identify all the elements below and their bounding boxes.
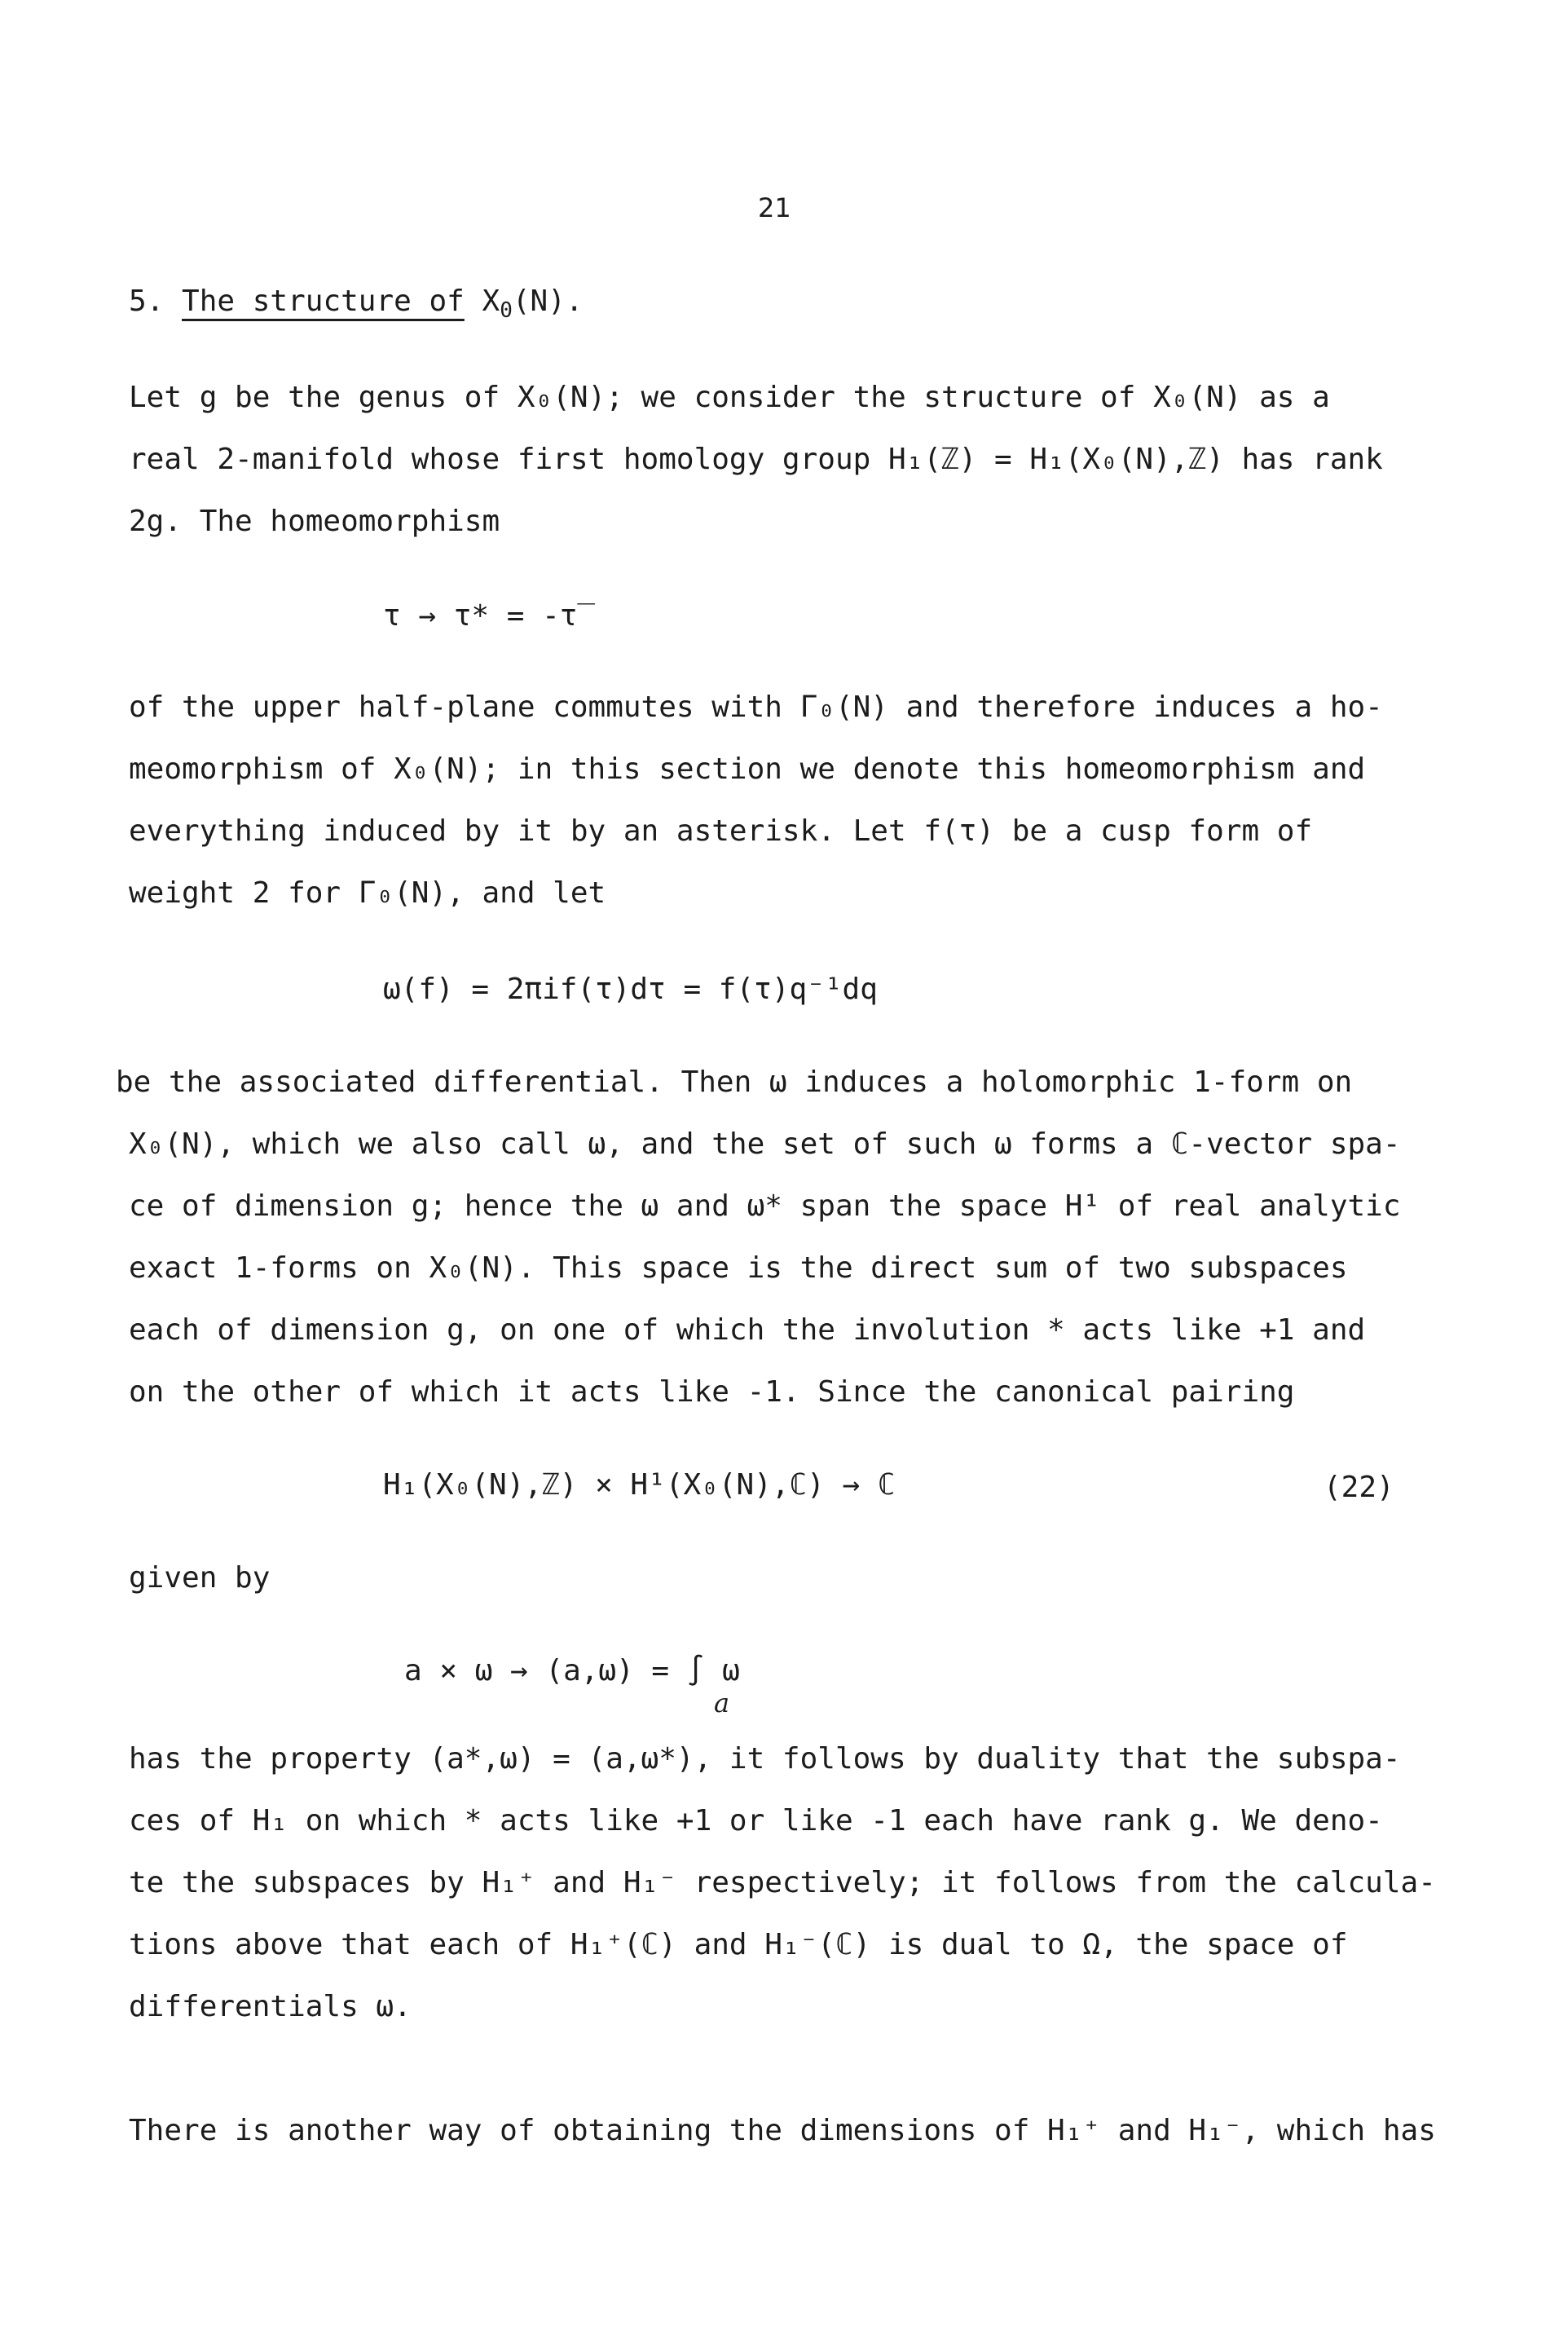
equation-pairing: H₁(X₀(N),ℤ) × H¹(X₀(N),ℂ) → ℂ bbox=[383, 1468, 896, 1502]
section-title-symbol: X bbox=[482, 285, 500, 318]
paragraph-2-line-3: everything induced by it by an asterisk. Let f(τ) be a cusp form of bbox=[129, 814, 1313, 848]
equation-number-22: (22) bbox=[1324, 1471, 1394, 1504]
paragraph-2-line-2: meomorphism of X₀(N); in this section we denote this homeomorphism and bbox=[129, 752, 1366, 786]
paragraph-3-line-3: ce of dimension g; hence the ω and ω* span the space H¹ of real analytic bbox=[129, 1189, 1401, 1223]
paragraph-3-line-5: each of dimension g, on one of which the involution * acts like +1 and bbox=[129, 1313, 1366, 1347]
paragraph-1-line-2: real 2-manifold whose first homology group H₁(ℤ) = H₁(X₀(N),ℤ) has rank bbox=[129, 443, 1383, 476]
equation-integral: a × ω → (a,ω) = ∫ ω bbox=[404, 1654, 740, 1688]
section-title-underlined: The structure of bbox=[182, 285, 465, 318]
paragraph-4-line-5: differentials ω. bbox=[129, 1990, 412, 2023]
paragraph-4-line-1: has the property (a*,ω) = (a,ω*), it follows by duality that the subspa- bbox=[129, 1742, 1401, 1776]
section-title-subscript: 0 bbox=[500, 298, 513, 324]
paragraph-1-line-1: Let g be the genus of X₀(N); we consider the structure of X₀(N) as a bbox=[129, 381, 1330, 414]
paragraph-3-line-2: X₀(N), which we also call ω, and the set of such ω forms a ℂ-vector spa- bbox=[129, 1127, 1401, 1161]
section-title-tail: (N). bbox=[512, 285, 584, 318]
paragraph-2-line-4: weight 2 for Γ₀(N), and let bbox=[129, 876, 606, 910]
given-by-text: given by bbox=[129, 1561, 271, 1595]
paragraph-2-line-1: of the upper half-plane commutes with Γ₀(N) and therefore induces a ho- bbox=[129, 690, 1383, 724]
paragraph-4-line-3: te the subspaces by H₁⁺ and H₁⁻ respectively; it follows from the calcula- bbox=[129, 1866, 1436, 1899]
page-number: 21 bbox=[758, 192, 791, 223]
paragraph-5-line-1: There is another way of obtaining the dimensions of H₁⁺ and H₁⁻, which has bbox=[129, 2114, 1436, 2147]
paragraph-3-line-1: be the associated differential. Then ω induces a holomorphic 1-form on bbox=[116, 1065, 1353, 1099]
paragraph-4-line-4: tions above that each of H₁⁺(ℂ) and H₁⁻(ℂ) is dual to Ω, the space of bbox=[129, 1928, 1348, 1961]
paragraph-3-line-6: on the other of which it acts like -1. Since the canonical pairing bbox=[129, 1375, 1295, 1409]
paragraph-3-line-4: exact 1-forms on X₀(N). This space is the direct sum of two subspaces bbox=[129, 1251, 1348, 1285]
equation-omega: ω(f) = 2πif(τ)dτ = f(τ)q⁻¹dq bbox=[383, 973, 878, 1006]
section-number: 5. bbox=[129, 285, 165, 318]
equation-integral-subscript: a bbox=[714, 1688, 730, 1718]
paragraph-4-line-2: ces of H₁ on which * acts like +1 or like -1 each have rank g. We deno- bbox=[129, 1804, 1383, 1838]
equation-tau: τ → τ* = -τ̅ bbox=[383, 599, 578, 633]
paragraph-1-line-3: 2g. The homeomorphism bbox=[129, 505, 500, 538]
section-heading bbox=[129, 285, 584, 324]
